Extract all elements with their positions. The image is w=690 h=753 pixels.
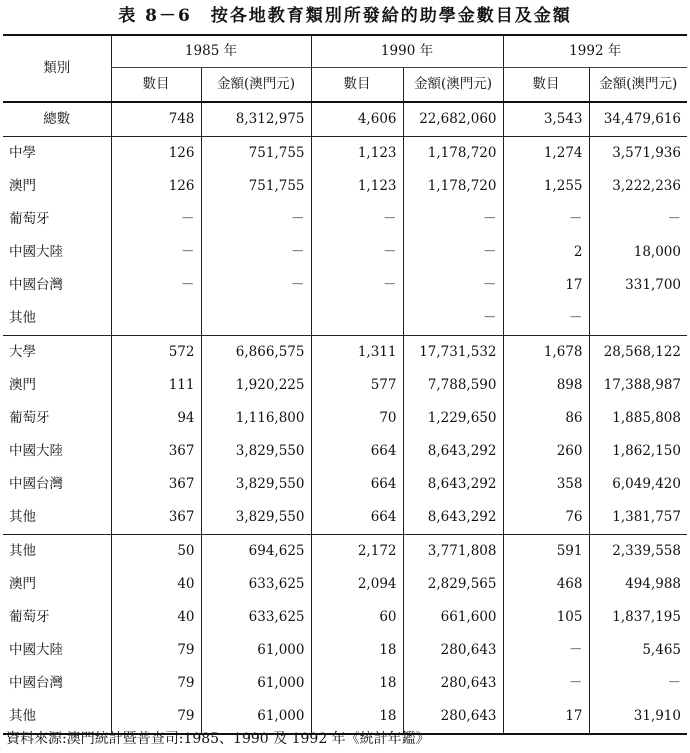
amount-cell: － (201, 236, 311, 269)
count-cell: 111 (111, 369, 201, 402)
amount-cell: 1,178,720 (403, 170, 503, 203)
count-cell: － (503, 634, 589, 667)
amount-cell: 3,771,808 (403, 535, 503, 569)
amount-cell: 22,682,060 (403, 102, 503, 137)
amount-cell: 751,755 (201, 137, 311, 171)
amount-header: 金額(澳門元) (589, 68, 687, 103)
table-row (3, 369, 687, 402)
amount-cell: 7,788,590 (403, 369, 503, 402)
count-cell: 18 (311, 634, 403, 667)
amount-cell: － (589, 667, 687, 700)
count-cell: 358 (503, 468, 589, 501)
count-cell: 367 (111, 501, 201, 535)
amount-cell (589, 302, 687, 336)
amount-cell: 17,388,987 (589, 369, 687, 402)
amount-cell: 1,116,800 (201, 402, 311, 435)
amount-cell: 694,625 (201, 535, 311, 569)
amount-cell: 8,643,292 (403, 435, 503, 468)
count-cell: 79 (111, 667, 201, 700)
count-cell: 40 (111, 601, 201, 634)
count-cell: － (111, 236, 201, 269)
year-header-1992: 1992 年 (503, 35, 687, 68)
year-header-1985: 1985 年 (111, 35, 311, 68)
amount-cell: 2,829,565 (403, 568, 503, 601)
table-row (3, 535, 687, 569)
count-cell: 105 (503, 601, 589, 634)
count-cell: 591 (503, 535, 589, 569)
count-cell: － (311, 236, 403, 269)
row-label: 總數 (3, 102, 111, 137)
amount-cell: 61,000 (201, 667, 311, 700)
table-row (3, 468, 687, 501)
table-row (3, 601, 687, 634)
count-header: 數目 (311, 68, 403, 103)
amount-cell: 331,700 (589, 269, 687, 302)
amount-cell: 1,381,757 (589, 501, 687, 535)
count-cell: － (503, 302, 589, 336)
category-header: 類別 (3, 35, 111, 102)
row-label: 澳門 (9, 576, 36, 592)
count-cell: 94 (111, 402, 201, 435)
amount-cell: 61,000 (201, 634, 311, 667)
row-label: 中國大陸 (9, 443, 63, 459)
count-cell: － (111, 269, 201, 302)
row-label: 葡萄牙 (9, 609, 50, 625)
count-cell (111, 302, 201, 336)
row-label: 澳門 (9, 377, 36, 393)
count-cell: 17 (503, 700, 589, 734)
amount-cell: － (201, 269, 311, 302)
count-cell: 664 (311, 435, 403, 468)
count-cell: 1,123 (311, 170, 403, 203)
table-row (3, 435, 687, 468)
row-label: 大學 (3, 336, 111, 370)
row-label: 中學 (9, 145, 36, 161)
amount-cell: 280,643 (403, 700, 503, 734)
count-cell: 748 (111, 102, 201, 137)
count-cell: 1,123 (311, 137, 403, 171)
table-row (3, 402, 687, 435)
count-cell: 260 (503, 435, 589, 468)
count-header: 數目 (111, 68, 201, 103)
amount-cell: 6,049,420 (589, 468, 687, 501)
count-cell: 2 (503, 236, 589, 269)
amount-cell: 1,837,195 (589, 601, 687, 634)
amount-cell: － (403, 302, 503, 336)
source-note: 資料來源:澳門統計暨普查司:1985、1990 及 1992 年《統計年鑑》 (6, 731, 430, 747)
amount-cell: 3,829,550 (201, 435, 311, 468)
count-cell: － (503, 667, 589, 700)
row-label: 其他 (9, 310, 36, 326)
count-cell: 126 (111, 170, 201, 203)
count-cell: 126 (111, 137, 201, 171)
amount-cell: － (589, 203, 687, 236)
count-cell: 1,274 (503, 137, 589, 171)
count-cell: 664 (311, 501, 403, 535)
row-label: 葡萄牙 (9, 211, 50, 227)
row-label: 中國台灣 (9, 277, 63, 293)
count-cell: 60 (311, 601, 403, 634)
count-cell: － (311, 269, 403, 302)
amount-cell: － (403, 236, 503, 269)
table-title: 表 8－6 按各地教育類別所發給的助學金數目及金額 (118, 6, 572, 26)
amount-cell: 661,600 (403, 601, 503, 634)
count-cell: 1,255 (503, 170, 589, 203)
count-cell: 664 (311, 468, 403, 501)
amount-cell: 8,643,292 (403, 468, 503, 501)
amount-cell: 28,568,122 (589, 336, 687, 370)
count-cell: 577 (311, 369, 403, 402)
count-cell: 898 (503, 369, 589, 402)
count-cell: 70 (311, 402, 403, 435)
total-row (3, 102, 687, 137)
count-cell: 468 (503, 568, 589, 601)
table-row (3, 336, 687, 370)
amount-cell: 31,910 (589, 700, 687, 734)
table-row (3, 236, 687, 269)
amount-cell: － (403, 203, 503, 236)
row-label: 澳門 (9, 178, 36, 194)
count-cell: 2,094 (311, 568, 403, 601)
count-cell: 367 (111, 435, 201, 468)
amount-cell: 8,312,975 (201, 102, 311, 137)
row-label: 葡萄牙 (9, 410, 50, 426)
amount-cell: 1,885,808 (589, 402, 687, 435)
table-row (3, 203, 687, 236)
amount-cell: 6,866,575 (201, 336, 311, 370)
table-row (3, 137, 687, 171)
amount-cell: 751,755 (201, 170, 311, 203)
amount-cell: － (403, 269, 503, 302)
amount-cell: 1,229,650 (403, 402, 503, 435)
amount-cell: 61,000 (201, 700, 311, 734)
amount-cell: 3,222,236 (589, 170, 687, 203)
amount-cell: 5,465 (589, 634, 687, 667)
count-cell: － (311, 203, 403, 236)
amount-header: 金額(澳門元) (403, 68, 503, 103)
count-cell: 18 (311, 700, 403, 734)
row-label: 中國大陸 (9, 642, 63, 658)
row-label: 其他 (3, 700, 111, 734)
amount-cell: 494,988 (589, 568, 687, 601)
table-row (3, 269, 687, 302)
table-row (3, 170, 687, 203)
amount-cell: 3,829,550 (201, 501, 311, 535)
row-label: 中國台灣 (9, 675, 63, 691)
amount-cell: 34,479,616 (589, 102, 687, 137)
count-cell: 4,606 (311, 102, 403, 137)
count-cell: 79 (111, 634, 201, 667)
amount-cell: 3,829,550 (201, 468, 311, 501)
count-cell: 76 (503, 501, 589, 535)
amount-cell: 18,000 (589, 236, 687, 269)
count-cell: 18 (311, 667, 403, 700)
amount-cell: 1,920,225 (201, 369, 311, 402)
row-label: 中國大陸 (9, 244, 63, 260)
table-row (3, 568, 687, 601)
row-label: 其他 (9, 509, 36, 525)
amount-cell (201, 302, 311, 336)
count-cell: 1,678 (503, 336, 589, 370)
count-header: 數目 (503, 68, 589, 103)
count-cell: 2,172 (311, 535, 403, 569)
table-row (3, 667, 687, 700)
amount-cell: 1,178,720 (403, 137, 503, 171)
count-cell: 40 (111, 568, 201, 601)
count-cell: － (503, 203, 589, 236)
count-cell: 367 (111, 468, 201, 501)
count-cell: 17 (503, 269, 589, 302)
row-label: 其他 (3, 535, 111, 569)
amount-header: 金額(澳門元) (201, 68, 311, 103)
amount-cell: 633,625 (201, 568, 311, 601)
count-cell: 1,311 (311, 336, 403, 370)
amount-cell: 280,643 (403, 634, 503, 667)
count-cell: 3,543 (503, 102, 589, 137)
scholarship-table (3, 34, 687, 735)
amount-cell: 280,643 (403, 667, 503, 700)
table-row (3, 634, 687, 667)
amount-cell: 17,731,532 (403, 336, 503, 370)
year-header-1990: 1990 年 (311, 35, 503, 68)
amount-cell: 633,625 (201, 601, 311, 634)
count-cell: 86 (503, 402, 589, 435)
amount-cell: 8,643,292 (403, 501, 503, 535)
count-cell: － (111, 203, 201, 236)
amount-cell: 3,571,936 (589, 137, 687, 171)
row-label: 中國台灣 (9, 476, 63, 492)
count-cell: 79 (111, 700, 201, 734)
amount-cell: 1,862,150 (589, 435, 687, 468)
count-cell (311, 302, 403, 336)
table-row (3, 302, 687, 336)
count-cell: 572 (111, 336, 201, 370)
count-cell: 50 (111, 535, 201, 569)
amount-cell: － (201, 203, 311, 236)
table-row (3, 501, 687, 535)
amount-cell: 2,339,558 (589, 535, 687, 569)
